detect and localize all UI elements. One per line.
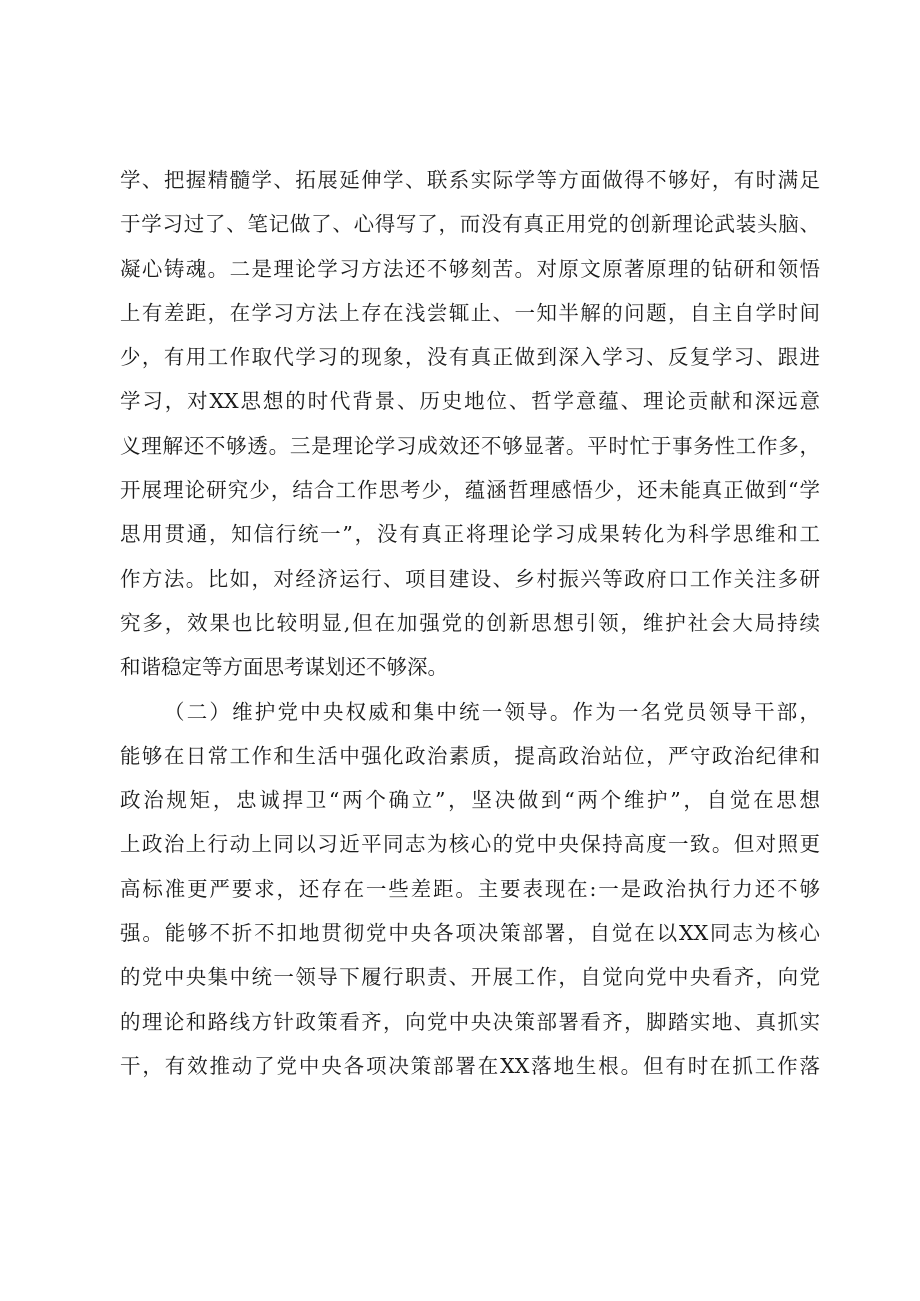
paragraph-line: 高标准更严要求，还存在一些差距。主要表现在:一是政治执行力还不够 <box>120 876 820 901</box>
paragraph-line: 的党中央集中统一领导下履行职责、开展工作，自觉向党中央看齐，向党 <box>120 965 820 990</box>
paragraph-line: 于学习过了、笔记做了、心得写了，而没有真正用党的创新理论武装头脑、 <box>120 212 820 237</box>
paragraph-line: 学、把握精髓学、拓展延伸学、联系实际学等方面做得不够好，有时满足 <box>120 168 820 192</box>
paragraph-line: 能够在日常工作和生活中强化政治素质，提高政治站位，严守政治纪律和 <box>120 743 820 768</box>
paragraph-line: 强。能够不折不扣地贯彻党中央各项决策部署，自觉在以XX同志为核心 <box>120 921 820 946</box>
paragraph-line: 义理解还不够透。三是理论学习成效还不够显著。平时忙于事务性工作多， <box>120 433 820 458</box>
paragraph-line: 凝心铸魂。二是理论学习方法还不够刻苦。对原文原著原理的钻研和领悟 <box>120 256 820 281</box>
document-body <box>120 158 820 1088</box>
section-heading-line: （二）维护党中央权威和集中统一领导。作为一名党员领导干部， <box>164 699 820 724</box>
paragraph-line: 干，有效推动了党中央各项决策部署在XX落地生根。但有时在抓工作落 <box>120 1053 820 1078</box>
paragraph-line: 作方法。比如，对经济运行、项目建设、乡村振兴等政府口工作关注多研 <box>120 566 820 591</box>
paragraph-line: 政治规矩，忠诚捍卫“两个确立”，坚决做到“两个维护”，自觉在思想 <box>120 788 820 813</box>
paragraph-line: 思用贯通，知信行统一”，没有真正将理论学习成果转化为科学思维和工 <box>120 522 820 547</box>
paragraph-line: 上政治上行动上同以习近平同志为核心的党中央保持高度一致。但对照更 <box>120 832 820 857</box>
paragraph-line: 开展理论研究少，结合工作思考少，蕴涵哲理感悟少，还未能真正做到“学 <box>120 478 820 503</box>
paragraph-line: 究多，效果也比较明显,但在加强党的创新思想引领，维护社会大局持续 <box>120 610 820 635</box>
paragraph-line: 的理论和路线方针政策看齐，向党中央决策部署看齐，脚踏实地、真抓实 <box>120 1009 820 1034</box>
paragraph-line: 上有差距，在学习方法上存在浅尝辄止、一知半解的问题，自主自学时间 <box>120 300 820 325</box>
paragraph-line: 少，有用工作取代学习的现象，没有真正做到深入学习、反复学习、跟进 <box>120 345 820 370</box>
paragraph-line: 学习，对XX思想的时代背景、历史地位、哲学意蕴、理论贡献和深远意 <box>120 389 820 414</box>
paragraph-line: 和谐稳定等方面思考谋划还不够深。 <box>120 655 448 680</box>
